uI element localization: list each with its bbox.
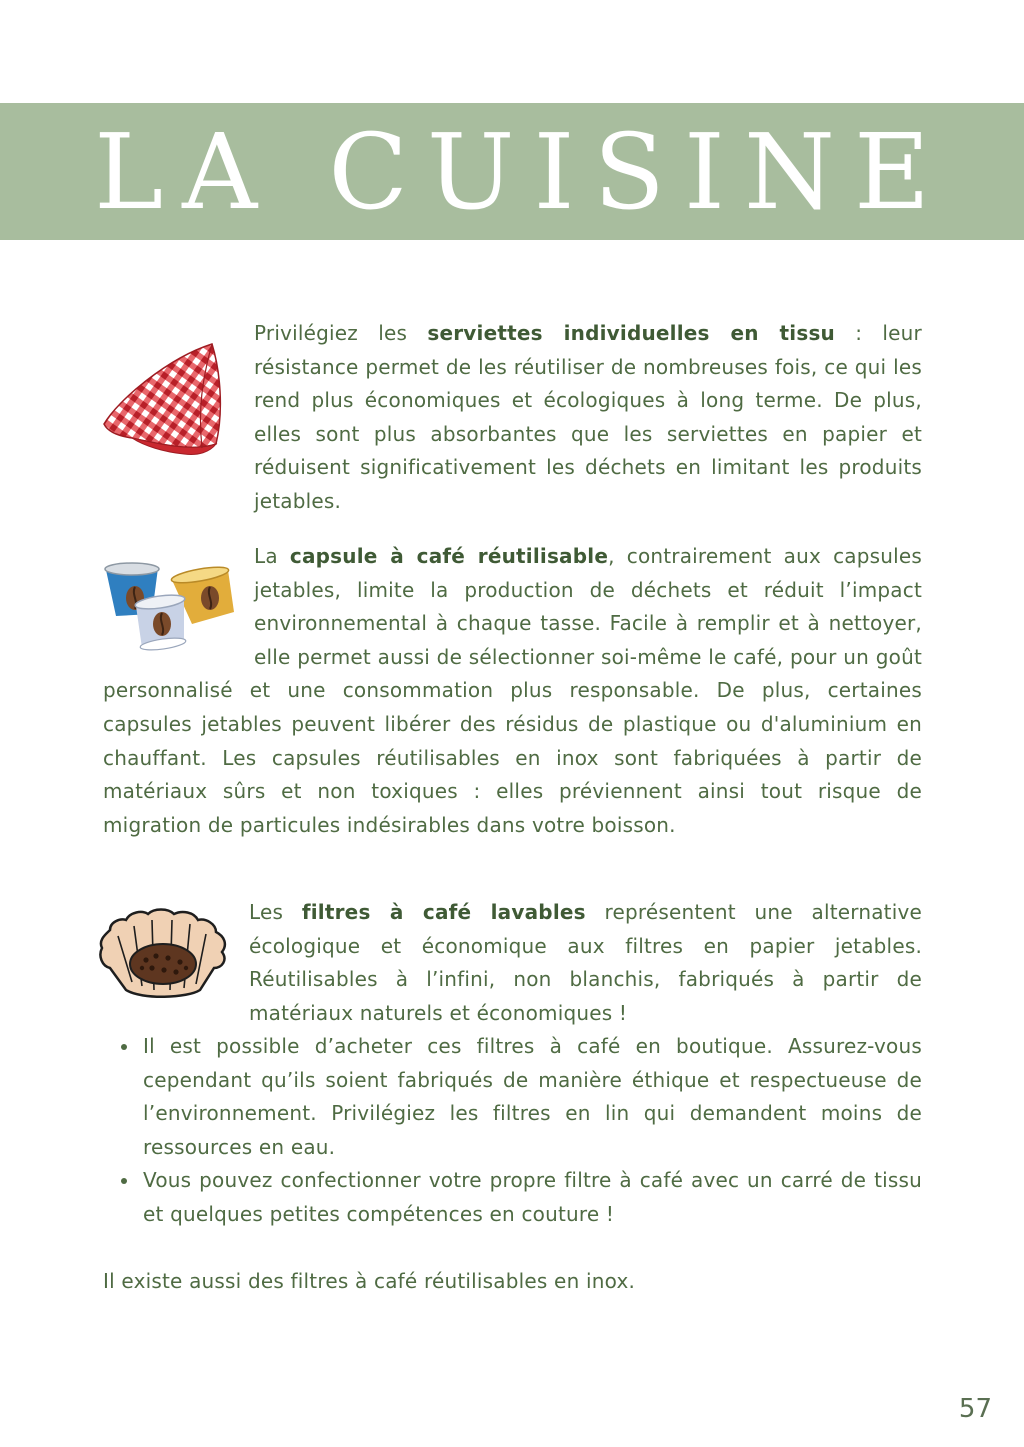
filters-text-body: représentent une alternative écologique et économique aux filtres en papier jetables. Réutilisables à l’infini, non blanchis, fabriqués à partir de matériaux naturels et économiques !: [249, 900, 923, 1025]
filters-bullet-list: [103, 1030, 922, 1232]
napkins-highlight: serviettes individuelles en tissu: [427, 321, 835, 345]
napkins-text-intro: Privilégiez les: [254, 321, 428, 345]
napkins-paragraph: [254, 317, 922, 519]
list-item: Vous pouvez confectionner votre propre filtre à café avec un carré de tissu et quelques petites compétences en couture !: [143, 1164, 922, 1231]
capsule-paragraph: [103, 540, 922, 842]
page-title: LA CUISINE: [94, 110, 949, 233]
page-number: 57: [958, 1394, 992, 1424]
list-item: Il est possible d’acheter ces filtres à café en boutique. Assurez-vous cependant qu’ils soient fabriqués de manière éthique et respectueuse de l’environnement. Privilégiez les filtres en lin qui demandent moins de ressources en eau.: [143, 1030, 922, 1164]
footer-note: Il existe aussi des filtres à café réutilisables en inox.: [103, 1269, 636, 1293]
coffee-filter-icon: [96, 906, 230, 1000]
title-banner: [0, 103, 1024, 240]
filters-text-intro: Les: [249, 900, 302, 924]
capsule-text-intro: La: [254, 544, 290, 568]
capsule-highlight: capsule à café réutilisable: [289, 544, 609, 568]
filters-highlight: filtres à café lavables: [301, 900, 586, 924]
filters-paragraph: [249, 896, 922, 1030]
checkered-napkin-icon: [98, 340, 230, 460]
capsule-text-body: , contrairement aux capsules jetables, limite la production de déchets et réduit l’impact environnemental à chaque tasse. Facile à remplir et à nettoyer, elle permet aussi de sélectionner soi-même le café, pour un goût personnalisé et une consommation plus responsable. De plus, certaines capsules jetables peuvent libérer des résidus de plastique ou d'aluminium en chauffant. Les capsules réutilisables en inox sont fabriquées à partir de matériaux sûrs et non toxiques : elles préviennent ainsi tout risque de migration de particules indésirables dans votre boisson.: [103, 544, 923, 837]
napkins-text-body: : leur résistance permet de les réutiliser de nombreuses fois, ce qui les rend plus économiques et écologiques à long terme. De plus, elles sont plus absorbantes que les serviettes en papier et réduisent significativement les déchets en limitant les produits jetables.: [254, 321, 922, 513]
